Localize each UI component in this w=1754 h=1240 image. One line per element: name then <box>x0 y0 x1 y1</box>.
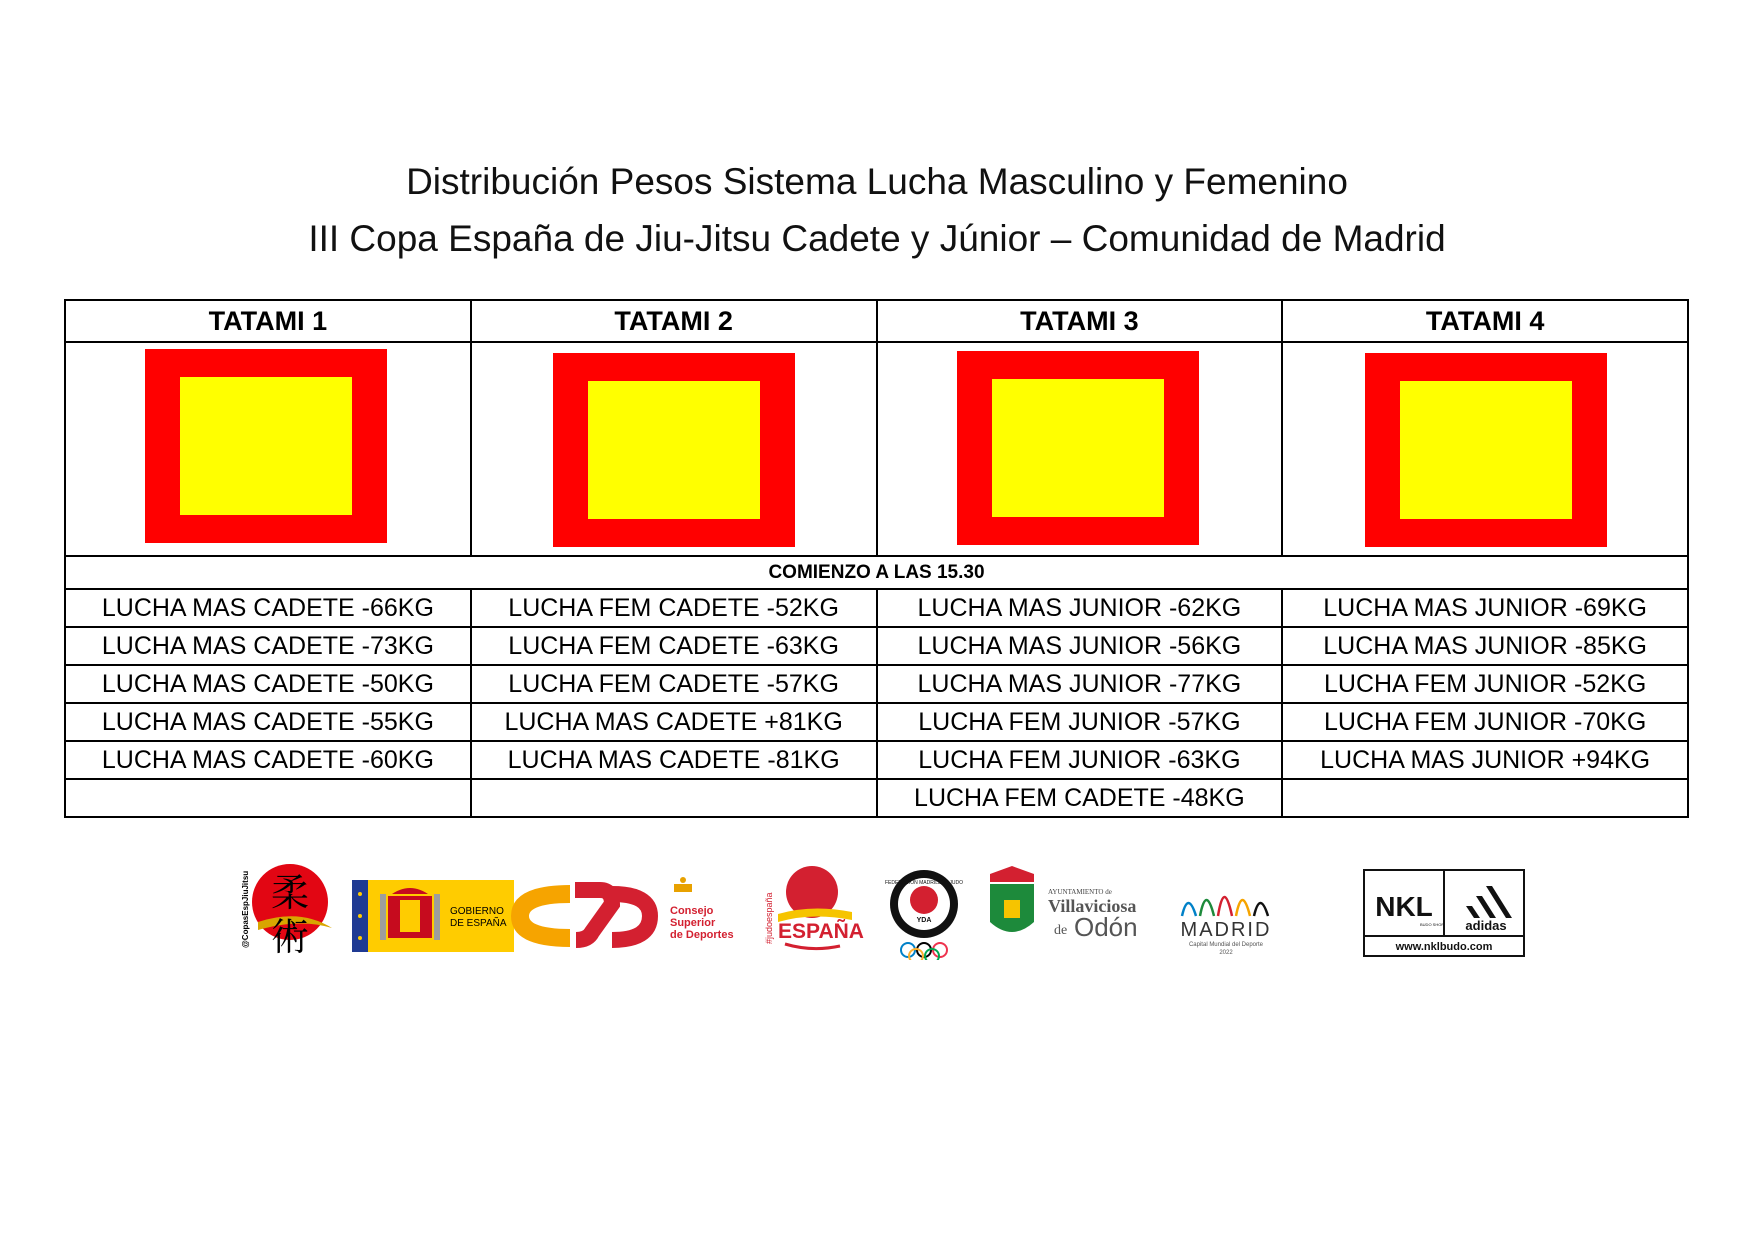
judo-word: ESPAÑA <box>778 920 864 943</box>
category-cell: LUCHA FEM JUNIOR -52KG <box>1282 665 1688 703</box>
tatami-2-mat-cell <box>471 342 877 556</box>
nkl-word: NKL <box>1375 891 1433 922</box>
tatami-3-mat-center <box>992 379 1164 517</box>
category-cell: LUCHA FEM JUNIOR -57KG <box>877 703 1283 741</box>
villaviciosa-shield-icon <box>990 866 1034 932</box>
copa-jiujitsu-logo <box>241 864 332 959</box>
category-cell: LUCHA FEM CADETE -52KG <box>471 589 877 627</box>
category-row <box>65 627 1688 665</box>
madrid-logo <box>1181 897 1272 956</box>
federacion-madrilena-logo <box>885 870 963 960</box>
judo-underline <box>785 944 840 949</box>
category-cell: LUCHA MAS JUNIOR -77KG <box>877 665 1283 703</box>
category-row <box>65 703 1688 741</box>
tatami-4-header: TATAMI 4 <box>1282 300 1688 342</box>
tatami-1-header: TATAMI 1 <box>65 300 471 342</box>
csd-s-shape <box>575 890 612 940</box>
madrid-word: MADRID <box>1180 919 1272 941</box>
csd-c-shape <box>520 894 570 938</box>
villa-de: de <box>1054 923 1068 938</box>
category-cell: LUCHA MAS JUNIOR -85KG <box>1282 627 1688 665</box>
category-cell: LUCHA MAS CADETE -73KG <box>65 627 471 665</box>
category-row <box>65 741 1688 779</box>
category-cell-empty <box>1282 779 1688 817</box>
adidas-word: adidas <box>1465 918 1507 933</box>
kanji-jutsu: 術 <box>270 915 310 959</box>
tatami-3-header: TATAMI 3 <box>877 300 1283 342</box>
nkl-adidas-logo <box>1364 870 1524 956</box>
eu-star <box>358 936 362 940</box>
villa-odon: Odón <box>1074 912 1138 942</box>
federacion-text: FEDERACIÓN MADRILEÑA JUDO <box>884 880 964 886</box>
federacion-abbr: YDA <box>916 917 932 924</box>
tatami-3-mat-cell <box>877 342 1283 556</box>
villa-top: AYUNTAMIENTO de <box>1048 888 1112 896</box>
madrid-sub: Capital Mundial del Deporte <box>1188 942 1264 948</box>
sponsor-logos <box>240 860 1525 960</box>
olympic-rings-icon <box>901 943 947 960</box>
category-cell: LUCHA MAS CADETE -50KG <box>65 665 471 703</box>
csd-line-1: Consejo <box>670 905 714 917</box>
nkl-url: www.nklbudo.com <box>1395 941 1493 953</box>
tatami-2-mat-center <box>588 381 760 519</box>
madrid-figures-icon <box>1182 897 1268 916</box>
category-cell: LUCHA FEM JUNIOR -70KG <box>1282 703 1688 741</box>
eu-star <box>358 892 362 896</box>
category-cell: LUCHA MAS JUNIOR -56KG <box>877 627 1283 665</box>
mat-diagram-row <box>65 342 1688 556</box>
category-cell: LUCHA MAS JUNIOR -69KG <box>1282 589 1688 627</box>
tatami-2-header: TATAMI 2 <box>471 300 877 342</box>
tatami-distribution-table <box>64 299 1689 818</box>
villa-name: Villaviciosa <box>1048 896 1137 916</box>
category-cell: LUCHA FEM CADETE -63KG <box>471 627 877 665</box>
page-title-line-2: III Copa España de Jiu-Jitsu Cadete y Júnior – Comunidad de Madrid <box>308 218 1446 259</box>
csd-line-2: Superior <box>670 917 716 929</box>
category-cell: LUCHA MAS JUNIOR -62KG <box>877 589 1283 627</box>
csd-line-3: de Deportes <box>670 929 734 941</box>
category-row <box>65 779 1688 817</box>
csd-d-shape <box>612 894 650 940</box>
category-row <box>65 589 1688 627</box>
federacion-red-center <box>910 886 938 914</box>
tatami-4-mat <box>1365 353 1607 547</box>
category-cell: LUCHA FEM CADETE -48KG <box>877 779 1283 817</box>
tatami-header-row <box>65 300 1688 342</box>
kanji-ju: 柔 <box>270 871 310 915</box>
villaviciosa-logo <box>990 866 1138 942</box>
category-cell: LUCHA FEM JUNIOR -63KG <box>877 741 1283 779</box>
page-title-line-1: Distribución Pesos Sistema Lucha Masculino y Femenino <box>406 161 1348 202</box>
gobierno-espana-logo <box>352 880 514 952</box>
csd-logo <box>520 877 734 941</box>
tatami-4-mat-cell <box>1282 342 1688 556</box>
tatami-4-mat-center <box>1400 381 1572 519</box>
gobierno-line-2: DE ESPAÑA <box>450 918 507 929</box>
gobierno-line-1: GOBIERNO <box>450 906 504 917</box>
nkl-sub: BUDO SHOP <box>1420 922 1445 927</box>
judo-espana-logo <box>764 866 864 949</box>
category-cell: LUCHA MAS JUNIOR +94KG <box>1282 741 1688 779</box>
category-cell: LUCHA MAS CADETE -81KG <box>471 741 877 779</box>
start-time-row <box>65 556 1688 589</box>
tatami-2-mat <box>553 353 795 547</box>
category-cell-empty <box>65 779 471 817</box>
tatami-3-mat <box>957 351 1199 545</box>
tatami-1-mat-center <box>180 377 352 515</box>
tatami-1-mat <box>145 349 387 543</box>
tatami-1-mat-cell <box>65 342 471 556</box>
category-cell: LUCHA FEM CADETE -57KG <box>471 665 877 703</box>
category-cell: LUCHA MAS CADETE -60KG <box>65 741 471 779</box>
madrid-year: 2022 <box>1219 950 1233 956</box>
category-cell: LUCHA MAS CADETE +81KG <box>471 703 877 741</box>
eu-star <box>358 914 362 918</box>
copa-tag: @CopasEspJiuJitsu <box>241 870 250 948</box>
category-row <box>65 665 1688 703</box>
category-cell: LUCHA MAS CADETE -66KG <box>65 589 471 627</box>
category-cell: LUCHA MAS CADETE -55KG <box>65 703 471 741</box>
category-cell-empty <box>471 779 877 817</box>
crown-icon <box>674 877 692 892</box>
start-time: COMIENZO A LAS 15.30 <box>65 556 1688 589</box>
judo-tag: #judoespaña <box>764 892 774 944</box>
